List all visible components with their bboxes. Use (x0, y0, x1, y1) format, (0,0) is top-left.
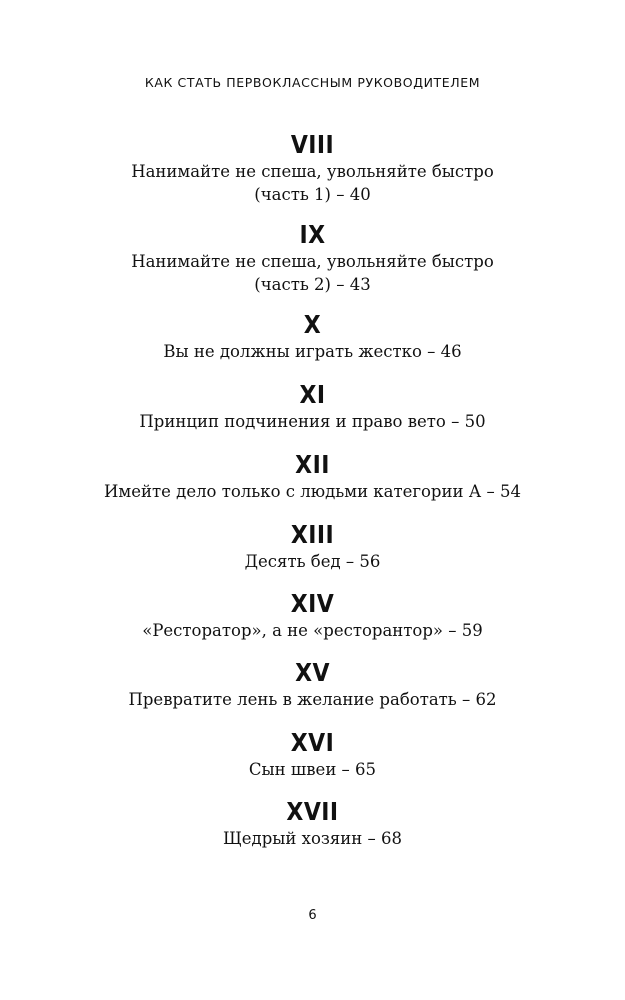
chapter-title-line: Нанимайте не спеша, увольняйте быстро (131, 162, 494, 181)
chapter-title (0, 250, 625, 296)
chapter-numeral: XVI (290, 728, 335, 757)
page-number: 6 (308, 908, 317, 923)
chapter-title-line: Щедрый хозяин – 68 (222, 829, 403, 848)
chapter-numeral: VIII (290, 130, 335, 159)
chapter-numeral: XIV (290, 589, 335, 618)
chapter-title-line: Вы не должны играть жестко – 46 (163, 342, 462, 361)
toc-entry-xiii (0, 520, 625, 573)
chapter-title-line: Сын швеи – 65 (248, 760, 377, 779)
running-head: КАК СТАТЬ ПЕРВОКЛАССНЫМ РУКОВОДИТЕЛЕМ (144, 75, 481, 90)
chapter-title (0, 340, 625, 363)
chapter-title-line: Десять бед – 56 (244, 552, 381, 571)
chapter-title-line: (часть 2) – 43 (254, 275, 371, 294)
chapter-title (0, 758, 625, 781)
toc-entry-xvi (0, 728, 625, 781)
chapter-title-line: Нанимайте не спеша, увольняйте быстро (131, 252, 494, 271)
chapter-title (0, 688, 625, 711)
chapter-numeral: IX (299, 220, 326, 249)
toc-entry-viii (0, 130, 625, 206)
chapter-title (0, 827, 625, 850)
chapter-title (0, 550, 625, 573)
toc-entry-xii (0, 450, 625, 503)
chapter-title-line: Принцип подчинения и право вето – 50 (139, 412, 486, 431)
chapter-title-line: Превратите лень в желание работать – 62 (128, 690, 497, 709)
chapter-numeral: XVII (286, 797, 339, 826)
chapter-numeral: X (303, 310, 322, 339)
chapter-title-line: (часть 1) – 40 (254, 185, 371, 204)
chapter-title-line: «Ресторатор», а не «ресторантор» – 59 (142, 621, 483, 640)
toc-entry-xi (0, 380, 625, 433)
toc-entry-xv (0, 658, 625, 711)
chapter-numeral: XII (295, 450, 330, 479)
toc-entry-xiv (0, 589, 625, 642)
chapter-title-line: Имейте дело только с людьми категории А – 54 (104, 482, 521, 501)
toc-entry-ix (0, 220, 625, 296)
chapter-title (0, 480, 625, 503)
chapter-title (0, 619, 625, 642)
chapter-title (0, 410, 625, 433)
chapter-numeral: XIII (290, 520, 335, 549)
chapter-numeral: XI (299, 380, 326, 409)
toc-entry-xvii (0, 797, 625, 850)
chapter-title (0, 160, 625, 206)
chapter-numeral: XV (295, 658, 330, 687)
toc-entry-x (0, 310, 625, 363)
